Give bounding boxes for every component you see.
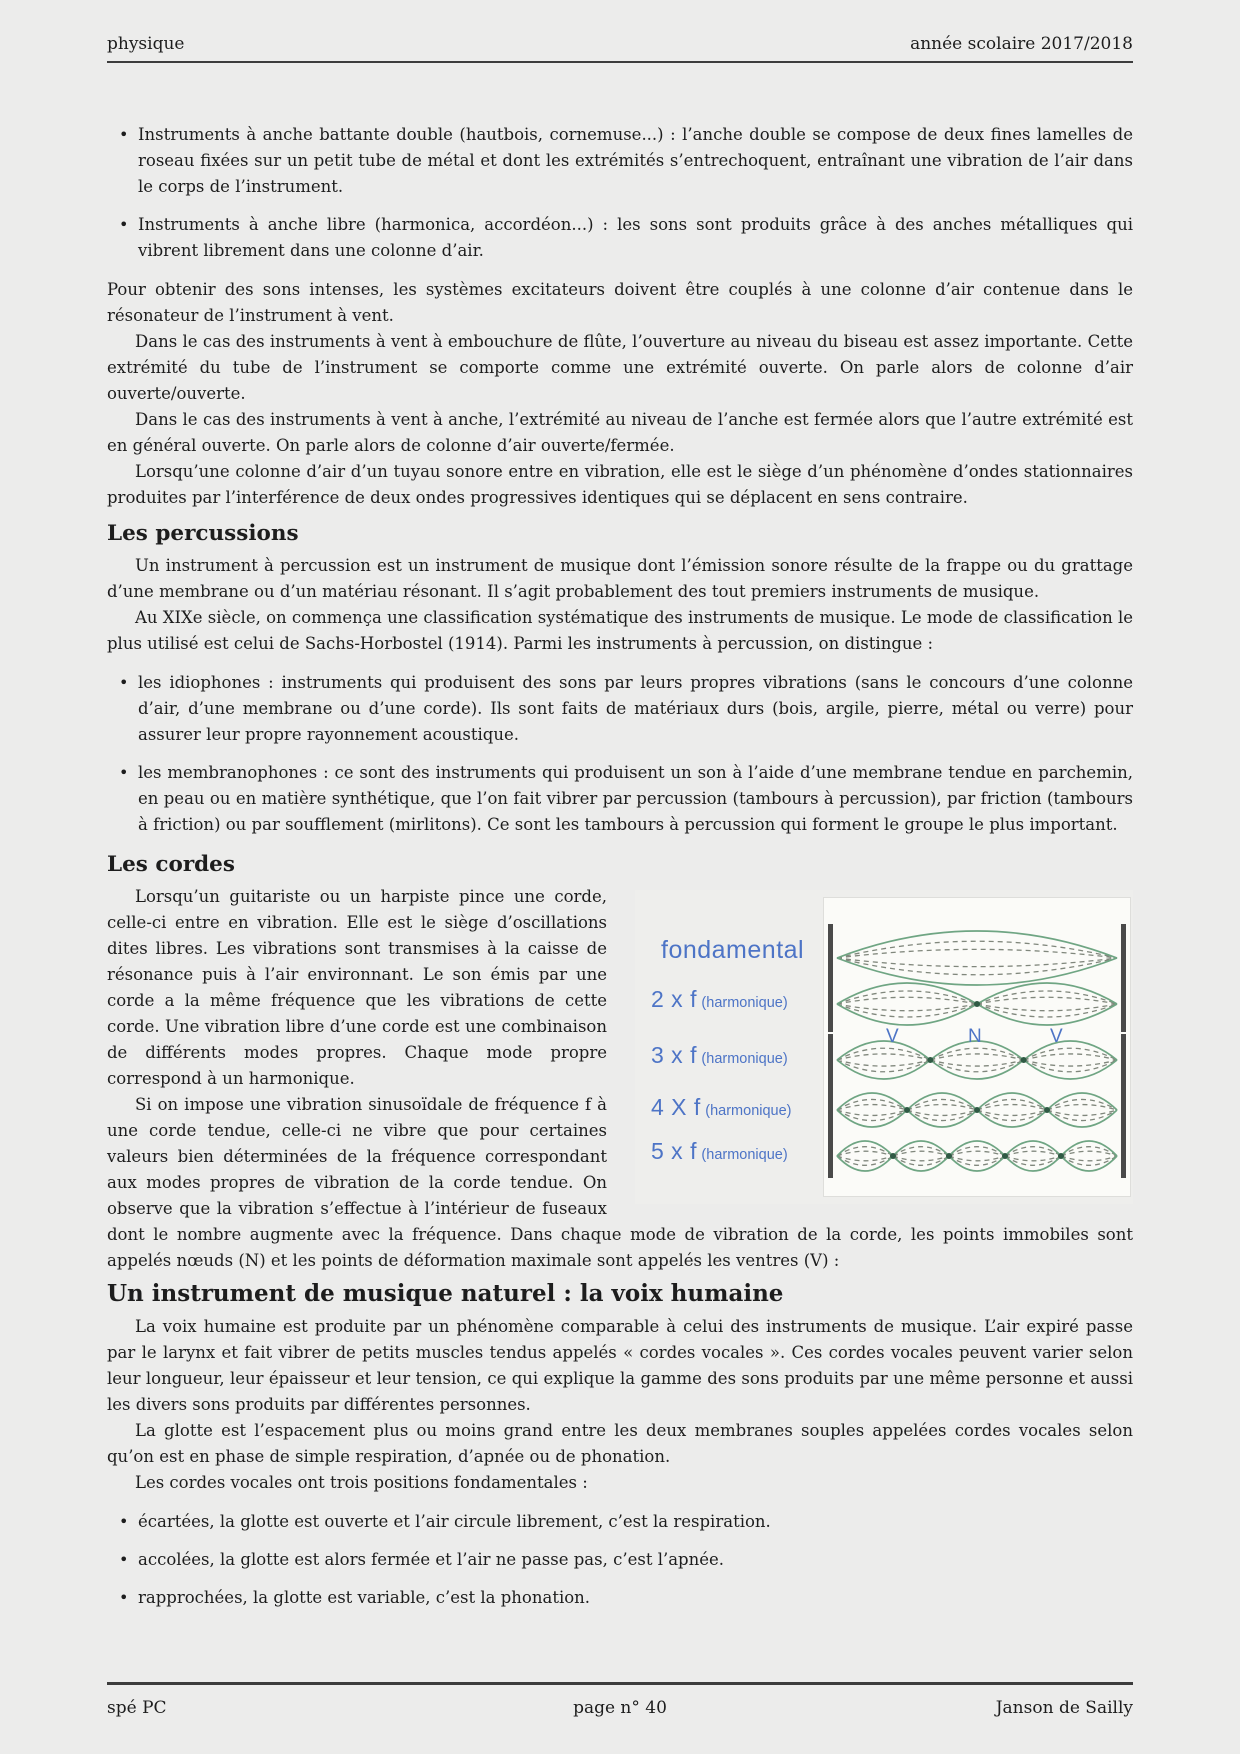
cordes-vocales-positions-list (107, 1509, 1133, 1611)
bullet-item: • les membranophones : ce sont des instruments qui produisent un son à l’aide d’une membrane tendue en parchemin, en peau ou en matière synthétique, que l’on fait vibrer par percussion (tambours à percussion), par friction (tambours à friction) ou par soufflement (mirlitons). Ce sont les tambours à percussion qui forment le groupe le plus important. (138, 760, 1133, 838)
bullet-item: • accolées, la glotte est alors fermée et l’air ne passe pas, c’est l’apnée. (138, 1547, 1133, 1573)
paragraph: Dans le cas des instruments à vent à anche, l’extrémité au niveau de l’anche est fermée alors que l’autre extrémité est en général ouverte. On parle alors de colonne d’air ouverte/fermée. (107, 410, 1133, 455)
paragraph: La voix humaine est produite par un phénomène comparable à celui des instruments de musique. L’air expiré passe par le larynx et fait vibrer de petits muscles tendus appelés « cordes vocales ». Ces cordes vocales peuvent varier selon leur longueur, leur épaisseur et leur tension, ce qui explique la gamme des sons produits par une même personne et aussi les divers sons produits par différentes personnes. (107, 1317, 1133, 1414)
paragraph: Lorsqu’un guitariste ou un harpiste pince une corde, celle-ci entre en vibration. Elle est le siège d’oscillations dites libres. Les vibrations sont transmises à la caisse de résonance puis à l’air environnant. Le son émis par une corde a la même fréquence que les vibrations de cette corde. Une vibration libre d’une corde est une combinaison de différents modes propres. Chaque mode propre correspond à un harmonique. (107, 887, 607, 1088)
section-heading-voix: Un instrument de musique naturel : la voix humaine (107, 1280, 784, 1307)
harmonics-figure (635, 890, 1133, 1204)
section-heading-cordes: Les cordes (107, 852, 235, 877)
paragraph: Lorsqu’une colonne d’air d’un tuyau sonore entre en vibration, elle est le siège d’un phénomène d’ondes stationnaires produites par l’interférence de deux ondes progressives identiques qui se déplacent en sens contraire. (107, 462, 1133, 507)
paragraph: Pour obtenir des sons intenses, les systèmes excitateurs doivent être couplés à une colonne d’air contenue dans le résonateur de l’instrument à vent. (107, 280, 1133, 325)
page-body (107, 63, 1133, 1611)
label-2xf: 2 x f (harmonique) (651, 986, 788, 1012)
paragraph: Si on impose une vibration sinusoïdale de fréquence f à une corde tendue, celle-ci ne vibre que pour certaines valeurs bien déterminées de la fréquence correspondant aux modes propres de vibration de la corde tendue. On observe que la vibration s’effectue à l’intérieur de fuseaux dont le nombre augmente avec la fréquence. Dans chaque mode de vibration de la corde, les points immobiles sont appelés nœuds (N) et les points de déformation maximale sont appelés les ventres (V) : (107, 1095, 1133, 1270)
anche-instruments-list (107, 122, 1133, 264)
harmonics-labels (635, 890, 823, 1204)
paragraph: La glotte est l’espacement plus ou moins grand entre les deux membranes souples appelées cordes vocales selon qu’on est en phase de simple respiration, d’apnée ou de phonation. (107, 1421, 1133, 1466)
footer-school: Janson de Sailly (995, 1698, 1133, 1718)
header-school-year: année scolaire 2017/2018 (910, 34, 1133, 54)
cordes-section (107, 884, 1133, 1274)
bullet-item: • rapprochées, la glotte est variable, c’est la phonation. (138, 1585, 1133, 1611)
paragraph: Dans le cas des instruments à vent à embouchure de flûte, l’ouverture au niveau du biseau est assez importante. Cette extrémité du tube de l’instrument se comporte comme une extrémité ouverte. On parle alors de colonne d’air ouverte/ouverte. (107, 332, 1133, 403)
ventre-label: V (1050, 1026, 1063, 1047)
footer-page-number: page n° 40 (573, 1698, 667, 1718)
paragraph: Au XIXe siècle, on commença une classification systématique des instruments de musique. Le mode de classification le plus utilisé est celui de Sachs-Horbostel (1914). Parmi les instruments à percussion, on distingue : (107, 608, 1134, 653)
percussions-list (107, 670, 1133, 838)
paragraph: Un instrument à percussion est un instrument de musique dont l’émission sonore résulte de la frappe ou du grattage d’une membrane ou d’un matériau résonant. Il s’agit probablement des tout premiers instruments de musique. (107, 556, 1133, 601)
bullet-item: • Instruments à anche battante double (hautbois, cornemuse...) : l’anche double se compose de deux fines lamelles de roseau fixées sur un petit tube de métal et dont les extrémités s’entrechoquent, entraînant une vibration de l’air dans le corps de l’instrument. (138, 122, 1133, 200)
section-heading-percussions: Les percussions (107, 521, 299, 546)
footer-class: spé PC (107, 1698, 167, 1718)
noeud-label: N (968, 1026, 982, 1047)
page-footer (107, 1682, 1133, 1718)
header-course: physique (107, 34, 185, 54)
label-4xf: 4 X f (harmonique) (651, 1094, 792, 1120)
bullet-item: • Instruments à anche libre (harmonica, accordéon...) : les sons sont produits grâce à des anches métalliques qui vibrent librement dans une colonne d’air. (138, 212, 1133, 264)
label-3xf: 3 x f (harmonique) (651, 1042, 788, 1068)
label-fondamental: fondamental (661, 936, 805, 964)
ventre-label: V (886, 1026, 899, 1047)
label-5xf: 5 x f (harmonique) (651, 1138, 788, 1164)
page-header (107, 34, 1133, 63)
bullet-item: • les idiophones : instruments qui produisent des sons par leurs propres vibrations (sans le concours d’une colonne d’air, d’une membrane ou d’une corde). Ils sont faits de matériaux durs (bois, argile, pierre, métal ou verre) pour assurer leur propre rayonnement acoustique. (138, 670, 1133, 748)
standing-waves-box (823, 897, 1131, 1197)
bullet-item: • écartées, la glotte est ouverte et l’air circule librement, c’est la respiration. (138, 1509, 1133, 1535)
paragraph: Les cordes vocales ont trois positions fondamentales : (135, 1473, 588, 1492)
